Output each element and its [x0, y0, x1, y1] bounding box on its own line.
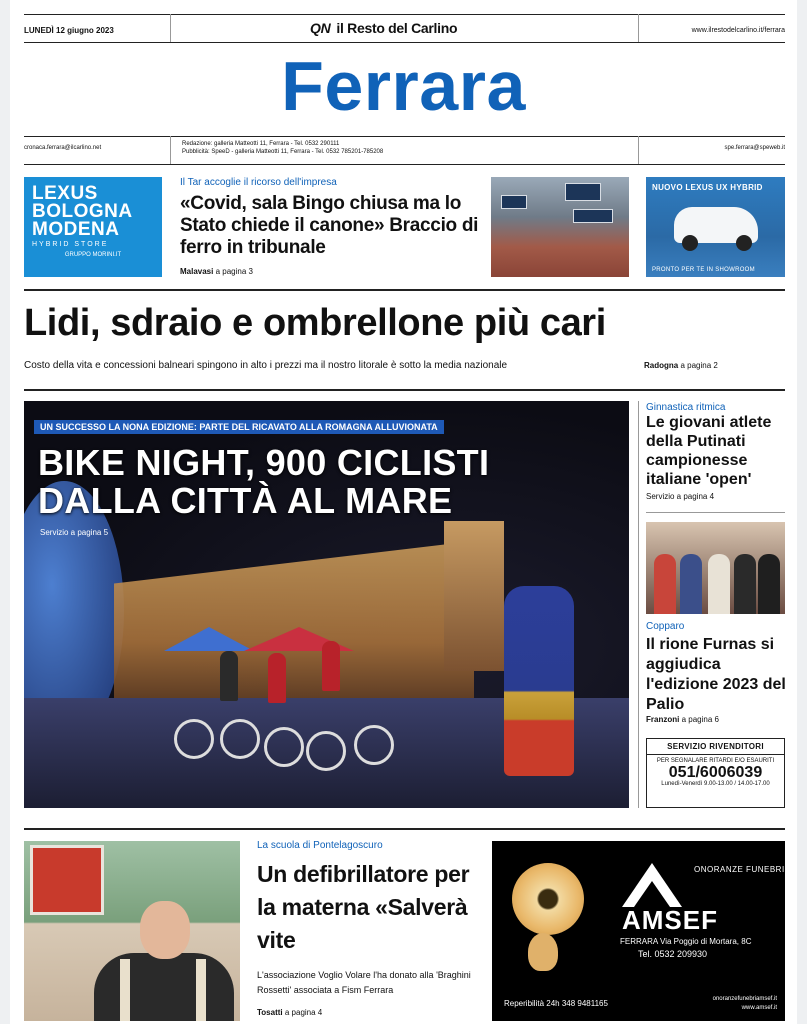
photo-screen: [501, 195, 527, 209]
site-url[interactable]: www.ilrestodelcarlino.it/ferrara: [691, 27, 785, 34]
photo-palace: [114, 541, 474, 711]
gymnastics-headline[interactable]: Le giovani atlete della Putinati campionesse italiane 'open': [646, 414, 772, 488]
edition-title: Ferrara: [281, 47, 526, 125]
bottom-top-rule: [24, 828, 785, 830]
service-hours: Lunedì-Venerdì 9.00-13.00 / 14.00-17.00: [661, 781, 770, 787]
lexus-ad-line: MODENA: [32, 219, 120, 240]
defibrillator-headline[interactable]: Un defibrillatore per la materna «Salverà vite: [257, 861, 470, 953]
page-ref: a pagina 3: [215, 267, 253, 276]
priest-photo: [24, 841, 240, 1021]
photo-tower: [444, 521, 504, 671]
flower-image: [512, 863, 584, 935]
teaser-byline: [180, 267, 253, 276]
lead-byline: [644, 361, 718, 370]
newspaper-page: [10, 0, 797, 1024]
story-divider: [646, 512, 785, 513]
contacts-top-rule: [24, 136, 785, 137]
palio-photo: [646, 522, 785, 614]
hero-headline-line: BIKE NIGHT, 900 CICLISTI: [38, 442, 490, 483]
teaser-kicker: Il Tar accoglie il ricorso dell'impresa: [180, 177, 337, 188]
photo-cyclist: [504, 586, 574, 776]
service-phone[interactable]: 051/6006039: [668, 764, 763, 781]
amsef-availability: Reperibilità 24h 348 9481165: [504, 999, 608, 1008]
page-ref: a pagina 6: [681, 715, 719, 724]
ux-ad-footer: PRONTO PER TE IN SHOWROOM: [652, 267, 755, 273]
amsef-phone: Tel. 0532 209930: [638, 949, 708, 959]
ux-ad-headline: NUOVO LEXUS UX HYBRID: [652, 183, 763, 192]
photo-figure: [654, 554, 676, 614]
photo-screen: [565, 183, 601, 201]
amsef-web-line: www.amsef.it: [741, 1005, 777, 1011]
lexus-ad[interactable]: [24, 177, 162, 277]
service-line: PER SEGNALARE RITARDI E/O ESAURITI: [656, 758, 775, 764]
author: Tosatti: [257, 1008, 283, 1017]
photo-rider: [220, 651, 238, 701]
amsef-ad[interactable]: [492, 841, 785, 1021]
teaser-headline[interactable]: «Covid, sala Bingo chiusa ma lo Stato chiede il canone» Braccio di ferro in tribunale: [180, 193, 479, 258]
lexus-ad-sub: HYBRID STORE: [32, 241, 109, 248]
column-divider: [638, 401, 639, 808]
contacts-bottom-rule: [24, 164, 785, 165]
amsef-logo-inner: [634, 881, 670, 907]
amsef-onoranze: ONORANZE FUNEBRI: [694, 865, 785, 874]
advertising-line: Pubblicità: SpeeD - galleria Matteotti 11, Ferrara - Tel. 0532 785201-785208: [182, 149, 384, 155]
hero-headline-line: DALLA CITTÀ AL MARE: [38, 480, 453, 521]
story-byline: [257, 1008, 322, 1017]
lexus-ad-group: GRUPPO MORINI.IT: [64, 252, 122, 258]
author: Radogna: [644, 361, 679, 370]
author: Malavasi: [180, 267, 214, 276]
story-kicker: La scuola di Pontelagoscuro: [257, 840, 383, 851]
hero-byline: Servizio a pagina 5: [40, 528, 109, 537]
lead-subtitle: Costo della vita e concessioni balneari spingono in alto i prezzi ma il nostro litorale è sotto la media nazionale: [24, 360, 508, 371]
photo-bike-wheel: [354, 725, 394, 765]
photo-defibrillator-box: [30, 845, 104, 915]
redazione-line: Redazione: galleria Matteotti 11, Ferrara - Tel. 0532 290111: [182, 141, 340, 147]
hero-headline[interactable]: [38, 444, 489, 520]
flower-petal: [528, 933, 558, 971]
lead-top-rule: [24, 289, 785, 291]
photo-rider: [322, 641, 340, 691]
bingo-hall-photo: [491, 177, 629, 277]
photo-figure: [708, 554, 730, 614]
car-wheel: [736, 235, 752, 251]
author: Franzoni: [646, 715, 680, 724]
story-byline: [646, 715, 719, 724]
photo-rider: [268, 653, 286, 703]
story-byline: Servizio a pagina 4: [646, 492, 715, 501]
service-header: SERVIZIO RIVENDITORI: [647, 739, 784, 755]
hero-kicker: UN SUCCESSO LA NONA EDIZIONE: PARTE DEL RICAVATO ALLA ROMAGNA ALLUVIONATA: [34, 420, 444, 434]
photo-head: [140, 901, 190, 959]
amsef-web: [713, 995, 777, 1013]
photo-figure: [734, 554, 756, 614]
issue-date: LUNEDÌ 12 giugno 2023: [24, 26, 114, 35]
amsef-name: AMSEF: [622, 905, 718, 935]
newsroom-email[interactable]: cronaca.ferrara@ilcarlino.net: [24, 145, 102, 151]
lexus-ux-ad[interactable]: [646, 177, 785, 277]
contacts-divider: [638, 136, 639, 164]
lexus-ad-line: BOLOGNA: [32, 201, 133, 222]
page-ref: a pagina 4: [284, 1008, 323, 1017]
photo-figure: [680, 554, 702, 614]
contacts-divider: [170, 136, 171, 164]
lead-headline[interactable]: Lidi, sdraio e ombrellone più cari: [24, 302, 606, 344]
story-kicker: Ginnastica ritmica: [646, 402, 726, 413]
story-summary: L'associazione Voglio Volare l'ha donato alla 'Braghini Rossetti' associata a Fism Ferrara: [257, 970, 471, 995]
newspaper-brand[interactable]: [310, 20, 457, 36]
redazione-info: [182, 140, 383, 156]
story-kicker: Copparo: [646, 621, 685, 632]
lead-bottom-rule: [24, 389, 785, 391]
photo-screen: [573, 209, 613, 223]
page-ref: a pagina 2: [680, 361, 718, 370]
photo-stole: [120, 959, 206, 1021]
lexus-ad-line: LEXUS: [32, 183, 98, 204]
photo-bike-wheel: [264, 727, 304, 767]
brand-name: il Resto del Carlino: [336, 20, 458, 36]
photo-bike-wheel: [174, 719, 214, 759]
amsef-address: FERRARA Via Poggio di Mortara, 8C: [620, 937, 752, 946]
car-wheel: [682, 235, 698, 251]
retailer-service-box: [646, 738, 785, 808]
advertising-email[interactable]: spe.ferrara@speweb.it: [724, 145, 785, 151]
qn-logo: QN: [310, 20, 331, 36]
photo-figure: [758, 554, 780, 614]
photo-bike-wheel: [306, 731, 346, 771]
amsef-web-line: onoranzefunebriamsef.it: [712, 996, 777, 1002]
palio-headline[interactable]: Il rione Furnas si aggiudica l'edizione 2023 del Palio: [646, 636, 786, 713]
photo-bike-wheel: [220, 719, 260, 759]
masthead-top-rule: [24, 14, 785, 15]
